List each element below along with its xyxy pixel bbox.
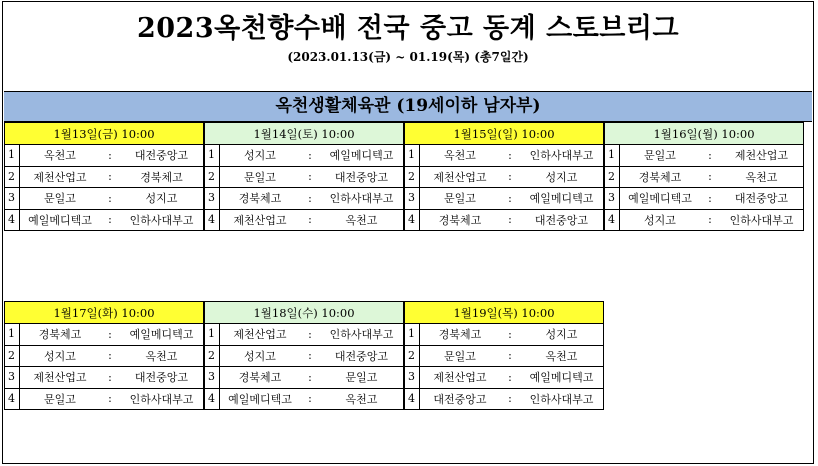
home-team: 예일메디텍고 bbox=[28, 213, 92, 227]
day-schedule bbox=[4, 122, 204, 231]
match-number: 3 bbox=[205, 188, 220, 209]
away-team: 성지고 bbox=[545, 170, 578, 184]
day-schedule bbox=[404, 122, 604, 231]
match-row bbox=[204, 188, 404, 210]
versus-separator: : bbox=[108, 327, 112, 341]
home-team: 예일메디텍고 bbox=[228, 392, 292, 406]
home-team: 경북체고 bbox=[438, 328, 482, 342]
away-team: 인하사대부고 bbox=[129, 213, 194, 227]
away-team: 경북체고 bbox=[140, 170, 183, 184]
match-number: 1 bbox=[405, 324, 420, 345]
home-team: 경북체고 bbox=[238, 192, 282, 206]
versus-separator: : bbox=[308, 213, 312, 227]
versus-separator: : bbox=[708, 191, 712, 205]
versus-separator: : bbox=[308, 170, 312, 184]
versus-separator: : bbox=[508, 170, 512, 184]
home-team: 경북체고 bbox=[638, 170, 682, 184]
versus-separator: : bbox=[108, 148, 112, 162]
match-number: 3 bbox=[205, 367, 220, 388]
away-team: 옥천고 bbox=[745, 170, 778, 184]
away-team: 옥천고 bbox=[545, 349, 578, 363]
match-row bbox=[204, 145, 404, 167]
versus-separator: : bbox=[108, 191, 112, 205]
away-team: 옥천고 bbox=[345, 213, 378, 227]
match-number: 2 bbox=[205, 167, 220, 188]
match-row bbox=[4, 188, 204, 210]
match-number: 2 bbox=[605, 167, 620, 188]
match-number: 3 bbox=[5, 367, 20, 388]
versus-separator: : bbox=[308, 349, 312, 363]
match-row bbox=[604, 145, 804, 167]
day-header: 1월18일(수) 10:00 bbox=[204, 301, 404, 324]
versus-separator: : bbox=[708, 148, 712, 162]
away-team: 인하사대부고 bbox=[729, 213, 794, 227]
match-number: 3 bbox=[5, 188, 20, 209]
home-team: 경북체고 bbox=[238, 371, 282, 385]
match-row bbox=[404, 145, 604, 167]
match-row bbox=[404, 324, 604, 346]
away-team: 성지고 bbox=[545, 328, 578, 342]
away-team: 대전중앙고 bbox=[334, 170, 389, 184]
home-team: 경북체고 bbox=[438, 213, 482, 227]
match-number: 1 bbox=[5, 145, 20, 166]
versus-separator: : bbox=[508, 191, 512, 205]
home-team: 옥천고 bbox=[44, 149, 76, 163]
match-number: 1 bbox=[205, 145, 220, 166]
home-team: 성지고 bbox=[244, 349, 276, 363]
day-header: 1월14일(토) 10:00 bbox=[204, 122, 404, 145]
away-team: 옥천고 bbox=[345, 392, 378, 406]
page-title: 2023옥천향수배 전국 중고 동계 스토브리그 bbox=[136, 13, 680, 44]
day-header: 1월19일(목) 10:00 bbox=[404, 301, 604, 324]
away-team: 대전중앙고 bbox=[534, 213, 589, 227]
match-row bbox=[404, 389, 604, 411]
home-team: 성지고 bbox=[644, 213, 676, 227]
versus-separator: : bbox=[308, 148, 312, 162]
home-team: 문일고 bbox=[444, 192, 476, 206]
away-team: 대전중앙고 bbox=[134, 371, 189, 385]
away-team: 성지고 bbox=[145, 192, 178, 206]
versus-separator: : bbox=[508, 327, 512, 341]
away-team: 예일메디텍고 bbox=[529, 371, 594, 385]
day-header: 1월16일(월) 10:00 bbox=[604, 122, 804, 145]
away-team: 인하사대부고 bbox=[329, 192, 394, 206]
match-number: 4 bbox=[605, 210, 620, 231]
match-row bbox=[204, 167, 404, 189]
day-schedule bbox=[404, 301, 604, 410]
away-team: 옥천고 bbox=[145, 349, 178, 363]
match-number: 3 bbox=[405, 188, 420, 209]
away-team: 인하사대부고 bbox=[529, 149, 594, 163]
schedule-sheet bbox=[2, 1, 814, 464]
versus-separator: : bbox=[708, 170, 712, 184]
home-team: 옥천고 bbox=[444, 149, 476, 163]
match-row bbox=[404, 346, 604, 368]
versus-separator: : bbox=[308, 191, 312, 205]
match-row bbox=[204, 346, 404, 368]
match-row bbox=[4, 389, 204, 411]
match-row bbox=[4, 210, 204, 232]
versus-separator: : bbox=[508, 392, 512, 406]
home-team: 제천산업고 bbox=[33, 170, 87, 184]
match-number: 1 bbox=[405, 145, 420, 166]
venue-banner: 옥천생활체육관 (19세이하 남자부) bbox=[4, 91, 812, 122]
match-row bbox=[404, 367, 604, 389]
match-number: 4 bbox=[205, 389, 220, 410]
home-team: 문일고 bbox=[44, 192, 76, 206]
home-team: 예일메디텍고 bbox=[628, 192, 692, 206]
match-number: 2 bbox=[405, 346, 420, 367]
home-team: 문일고 bbox=[244, 170, 276, 184]
home-team: 제천산업고 bbox=[433, 371, 487, 385]
versus-separator: : bbox=[108, 392, 112, 406]
match-number: 1 bbox=[205, 324, 220, 345]
match-row bbox=[4, 367, 204, 389]
versus-separator: : bbox=[108, 170, 112, 184]
match-row bbox=[204, 367, 404, 389]
day-schedule bbox=[204, 122, 404, 231]
versus-separator: : bbox=[308, 392, 312, 406]
day-schedule bbox=[204, 301, 404, 410]
away-team: 예일메디텍고 bbox=[329, 149, 394, 163]
match-number: 1 bbox=[5, 324, 20, 345]
match-number: 4 bbox=[5, 389, 20, 410]
match-row bbox=[4, 145, 204, 167]
versus-separator: : bbox=[508, 213, 512, 227]
match-row bbox=[204, 389, 404, 411]
versus-separator: : bbox=[308, 327, 312, 341]
match-row bbox=[404, 188, 604, 210]
match-row bbox=[4, 167, 204, 189]
away-team: 제천산업고 bbox=[734, 149, 789, 163]
match-row bbox=[404, 210, 604, 232]
match-row bbox=[604, 188, 804, 210]
away-team: 인하사대부고 bbox=[529, 392, 594, 406]
versus-separator: : bbox=[108, 370, 112, 384]
home-team: 제천산업고 bbox=[233, 213, 287, 227]
match-row bbox=[604, 167, 804, 189]
versus-separator: : bbox=[508, 349, 512, 363]
match-number: 4 bbox=[205, 210, 220, 231]
versus-separator: : bbox=[508, 148, 512, 162]
day-schedule bbox=[4, 301, 204, 410]
match-number: 4 bbox=[5, 210, 20, 231]
day-header: 1월15일(일) 10:00 bbox=[404, 122, 604, 145]
match-number: 4 bbox=[405, 389, 420, 410]
home-team: 제천산업고 bbox=[33, 371, 87, 385]
day-header: 1월17일(화) 10:00 bbox=[4, 301, 204, 324]
day-header: 1월13일(금) 10:00 bbox=[4, 122, 204, 145]
match-number: 3 bbox=[405, 367, 420, 388]
home-team: 문일고 bbox=[644, 149, 676, 163]
match-number: 4 bbox=[405, 210, 420, 231]
away-team: 대전중앙고 bbox=[334, 349, 389, 363]
match-row bbox=[204, 324, 404, 346]
match-row bbox=[204, 210, 404, 232]
match-row bbox=[604, 210, 804, 232]
match-number: 1 bbox=[605, 145, 620, 166]
home-team: 경북체고 bbox=[38, 328, 82, 342]
match-number: 2 bbox=[205, 346, 220, 367]
match-number: 2 bbox=[5, 346, 20, 367]
versus-separator: : bbox=[108, 213, 112, 227]
match-number: 2 bbox=[5, 167, 20, 188]
away-team: 인하사대부고 bbox=[329, 328, 394, 342]
match-number: 3 bbox=[605, 188, 620, 209]
match-number: 2 bbox=[405, 167, 420, 188]
versus-separator: : bbox=[508, 370, 512, 384]
home-team: 성지고 bbox=[44, 349, 76, 363]
away-team: 예일메디텍고 bbox=[129, 328, 194, 342]
match-row bbox=[404, 167, 604, 189]
home-team: 대전중앙고 bbox=[433, 392, 487, 406]
home-team: 제천산업고 bbox=[433, 170, 487, 184]
versus-separator: : bbox=[708, 213, 712, 227]
match-row bbox=[4, 346, 204, 368]
away-team: 대전중앙고 bbox=[134, 149, 189, 163]
home-team: 성지고 bbox=[244, 149, 276, 163]
match-row bbox=[4, 324, 204, 346]
day-schedule bbox=[604, 122, 804, 231]
away-team: 예일메디텍고 bbox=[529, 192, 594, 206]
away-team: 인하사대부고 bbox=[129, 392, 194, 406]
home-team: 제천산업고 bbox=[233, 328, 287, 342]
away-team: 문일고 bbox=[345, 371, 378, 385]
versus-separator: : bbox=[108, 349, 112, 363]
versus-separator: : bbox=[308, 370, 312, 384]
date-range: (2023.01.13(금) ~ 01.19(목) (총7일간) bbox=[287, 50, 529, 64]
home-team: 문일고 bbox=[44, 392, 76, 406]
home-team: 문일고 bbox=[444, 349, 476, 363]
away-team: 대전중앙고 bbox=[734, 192, 789, 206]
